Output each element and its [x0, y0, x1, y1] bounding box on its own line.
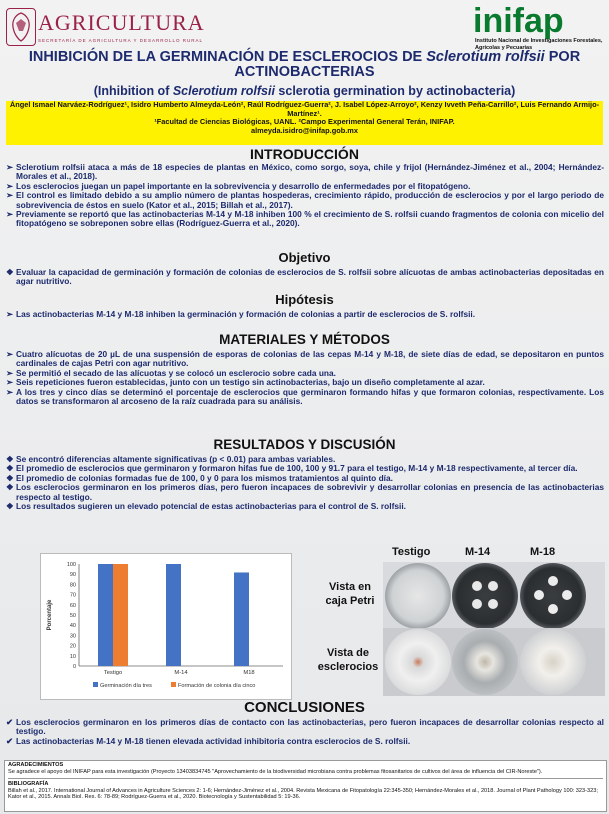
column-label-testigo: Testigo	[392, 546, 431, 558]
y-tick-label: 90	[69, 572, 76, 579]
title-part-c: POR ACTINOBACTERIAS	[234, 49, 581, 80]
legend-label: Germinación día tres	[100, 683, 152, 689]
row-label-sclerotia	[306, 646, 390, 674]
bullet-icon: ➢	[6, 180, 13, 191]
bullet-icon: ❖	[6, 501, 14, 512]
list-item-text: A los tres y cinco días se determinó el porcentaje de esclerocios que germinaron formando hifas y que formaron colonias, respectivamente. Los datos se transformaron al arcoseno de la raíz cuadrada para su análisis.	[16, 386, 604, 407]
legend-label: Formación de colonia día cinco	[178, 683, 256, 689]
petri-dish-m14	[452, 563, 518, 629]
bib-section	[8, 778, 603, 801]
y-tick-label: 80	[69, 582, 76, 589]
bullet-icon: ❖	[6, 472, 14, 483]
objetivo-heading: Objetivo	[278, 250, 331, 265]
ack-heading: AGRADECIMIENTOS	[8, 762, 64, 768]
ack-text: Se agradece el apoyo del INIFAP para esta investigación (Proyecto 13403834745 "Aprovechamiento de la biodiversidad microbiana contra problemas fitosanitarios de cultivos del área de influencia del CIR-Noreste").	[8, 768, 543, 775]
inifap-wordmark: inifap	[473, 2, 564, 40]
list-item-text: Previamente se reportó que las actinobacterias M-14 y M-18 inhiben 100 % el crecimiento de S. rolfsii cuando fragmentos de colonia con micelio del fitopatógeno se sobreponen sobre ellas (Rodríguez-Guerra et al., 2020).	[16, 209, 604, 229]
bullet-icon: ➢	[6, 349, 13, 359]
bullet-icon: ❖	[6, 267, 14, 277]
x-tick-label: M-14	[174, 670, 188, 676]
bullet-icon: ➢	[6, 309, 13, 319]
column-label-m18: M-18	[530, 546, 556, 558]
colony-spot-icon	[488, 581, 498, 591]
bar-testigo-series-0	[98, 564, 113, 666]
bullet-icon: ❖	[6, 482, 14, 493]
list-item-text: Los esclerocios germinaron en los primeros días, pero fueron incapaces de sobrevivir y desarrollar colonias en presencia de las actinobacterias respecto al testigo.	[16, 482, 604, 502]
x-tick-label: M18	[243, 670, 255, 676]
y-axis-label: Porcentaje	[47, 599, 53, 631]
x-tick-label: Testigo	[103, 670, 123, 676]
list-item	[6, 350, 604, 369]
y-tick-label: 100	[66, 562, 76, 568]
bar-m14-series-0	[166, 564, 181, 666]
y-tick-label: 0	[72, 664, 76, 670]
sclerotia-closeup-testigo	[385, 629, 451, 695]
row-label-petri-line1: Vista en	[329, 581, 371, 593]
bullet-icon: ✔	[6, 735, 13, 746]
row-label-petri	[310, 580, 390, 608]
bib-text: Billah et al., 2017. International Journal of Advances in Agriculture Sciences 2: 1-6; Hernández-Jiménez et al., 2004. Revista Mexicana de Fitopatología 22:345-350; Hernández-Morales et al., 2018. Journal of Plant Pathology 100: 323-323; Kator et al., 2015. Annals Biol. Res. 6: 78-89; Rodríguez-Guerra et al., 2020. Biotecnología y Sustentabilidad 5: 19-36.	[8, 787, 598, 800]
authors-box	[6, 101, 603, 145]
bar-testigo-series-1	[113, 564, 128, 666]
y-tick-label: 70	[69, 592, 76, 599]
list-item	[6, 191, 604, 210]
bib-heading: BIBLIOGRAFÍA	[8, 781, 49, 787]
acknowledgements-box	[4, 760, 607, 812]
affiliations: ¹Facultad de Ciencias Biológicas, UANL. ²Campo Experimental General Terán, INIFAP.	[154, 117, 455, 127]
colony-spot-icon	[472, 581, 482, 591]
list-item	[6, 483, 604, 502]
column-label-m14: M-14	[465, 546, 491, 558]
y-tick-label: 30	[69, 633, 76, 640]
row-label-sclerotia-line1: Vista de	[327, 647, 369, 659]
bar-chart-svg	[41, 554, 291, 699]
colony-spot-icon	[548, 604, 558, 614]
eagle-crest-icon	[6, 8, 36, 46]
inifap-subtitle: Instituto Nacional de Investigaciones Forestales, Agrícolas y Pecuarias	[475, 38, 603, 51]
list-item	[6, 718, 604, 737]
list-item-text: Los esclerocios juegan un papel importante en la sobrevivencia y desarrollo de enfermedades por el fitopatógeno.	[16, 180, 471, 191]
list-item	[6, 163, 604, 182]
y-tick-label: 20	[69, 643, 76, 650]
legend-swatch	[93, 682, 98, 687]
subtitle-species: Sclerotium rolfsii	[172, 84, 275, 98]
intro-list	[6, 163, 604, 229]
list-item-text: Las actinobacterias M-14 y M-18 tienen elevada actividad inhibitoria contra esclerocios de S. rolfsii.	[16, 735, 411, 746]
list-item-text: Se encontró diferencias altamente significativas (p < 0.01) para ambas variables.	[16, 454, 336, 464]
bullet-icon: ➢	[6, 190, 13, 201]
contact-email[interactable]: almeyda.isidro@inifap.gob.mx	[250, 125, 358, 135]
bullet-icon: ✔	[6, 717, 13, 727]
sclerotia-closeup-m14	[452, 629, 518, 695]
list-item-text: Sclerotium rolfsii ataca a más de 18 especies de plantas en México, como sorgo, soya, chile y frijol (Hernández-Jiménez et al., 2004; Hernández-Morales et al., 2018).	[16, 162, 604, 182]
row-label-petri-line2: caja Petri	[325, 595, 375, 607]
sclerotia-closeup-m18	[520, 629, 586, 695]
list-item	[6, 388, 604, 407]
y-tick-label: 60	[69, 602, 76, 609]
bullet-icon: ➢	[6, 377, 13, 388]
list-item-text: Cuatro alícuotas de 20 µL de una suspensión de esporas de colonias de las cepas M-14 y M-18, de siete días de edad, se depositaron en puntos cardinales de cajas Petri con agar nutritivo.	[16, 349, 604, 369]
title-part-a: INHIBICIÓN DE LA GERMINACIÓN DE ESCLEROCIOS DE	[28, 49, 427, 65]
y-tick-label: 50	[69, 613, 76, 619]
conclusiones-list	[6, 718, 604, 746]
intro-heading: INTRODUCCIÓN	[250, 146, 359, 162]
list-item-text: Los esclerocios germinaron en los primeros días de contacto con las actinobacterias, pero fueron incapaces de desarrollar colonias respecto al testigo.	[16, 717, 604, 737]
colony-spot-icon	[472, 599, 482, 609]
bullet-icon: ➢	[6, 162, 13, 172]
subtitle-part-c: sclerotia germination by actinobacteria)	[274, 84, 516, 98]
list-item	[6, 268, 604, 287]
results-chart	[40, 553, 292, 700]
bullet-icon: ➢	[6, 367, 13, 378]
list-item-text: El control es limitado debido a su amplio número de plantas hospederas, crecimiento rápido, producción de esclerocios y por el largo periodo de sobrevivencia de éstos en suelo (Kator et al., 2015; Billah et al., 2017).	[16, 190, 604, 210]
bar-m18-series-0	[234, 572, 249, 666]
list-item-text: Seis repeticiones fueron establecidas, junto con un testigo sin actinobacterias, bajo un diseño completamente al azar.	[16, 377, 485, 388]
agricultura-wordmark: AGRICULTURA	[38, 10, 205, 35]
resultados-list	[6, 455, 604, 511]
list-item-text: El promedio de colonias formadas fue de 100, 0 y 0 para los mismos tratamientos al quinto día.	[16, 472, 393, 483]
petri-dish-m18	[520, 563, 586, 629]
title-species: Sclerotium rolfsii	[426, 49, 545, 65]
petri-dish-testigo	[385, 563, 451, 629]
list-item-text: Evaluar la capacidad de germinación y formación de colonias de esclerocios de S. rolfsii sobre alícuotas de ambas actinobacterias depositadas en agar nutritivo.	[16, 267, 604, 287]
row-label-sclerotia-line2: esclerocios	[317, 661, 379, 673]
poster-title	[0, 50, 609, 80]
bullet-icon: ❖	[6, 454, 14, 464]
poster-subtitle	[0, 84, 609, 98]
list-item	[6, 502, 604, 511]
list-item	[6, 310, 604, 319]
y-tick-label: 10	[69, 653, 76, 660]
authors-list: Ángel Ismael Narváez-Rodríguez¹, Isidro Humberto Almeyda-León², Raúl Rodríguez-Guerra², J. Isabel López-Arroyo², Kenzy Ivveth Peña-Carrillo², Luis Fernando Armijo-Martínez¹.	[9, 100, 600, 118]
inifap-logo	[473, 4, 603, 54]
subtitle-part-a: (Inhibition of	[93, 84, 173, 98]
colony-spot-icon	[534, 590, 544, 600]
colony-spot-icon	[548, 576, 558, 586]
hipotesis-list	[6, 310, 604, 319]
bullet-icon: ➢	[6, 209, 13, 220]
list-item-text: El promedio de esclerocios que germinaron y formaron hifas fue de 100, 100 y 91.7 para el testigo, M-14 y M-18 respectivamente, al tercer día.	[16, 463, 578, 474]
list-item-text: Se permitió el secado de las alícuotas y se colocó un esclerocio sobre cada una.	[16, 367, 336, 378]
list-item	[6, 210, 604, 229]
metodos-heading: MATERIALES Y MÉTODOS	[219, 332, 390, 347]
agricultura-logo	[6, 6, 206, 52]
colony-spot-icon	[562, 590, 572, 600]
bullet-icon: ➢	[6, 386, 13, 397]
conclusiones-heading: CONCLUSIONES	[244, 699, 365, 716]
resultados-heading: RESULTADOS Y DISCUSIÓN	[213, 437, 396, 452]
agricultura-subtitle: SECRETARÍA DE AGRICULTURA Y DESARROLLO RURAL	[38, 38, 203, 43]
legend-swatch	[171, 682, 176, 687]
bullet-icon: ❖	[6, 463, 14, 474]
list-item-text: Los resultados sugieren un elevado potencial de estas actinobacterias para el control de S. rolfsii.	[16, 501, 406, 512]
objetivo-list	[6, 268, 604, 287]
list-item-text: Las actinobacterias M-14 y M-18 inhiben la germinación y formación de colonias a partir de esclerocios de S. rolfsii.	[16, 309, 476, 319]
list-item	[6, 737, 604, 746]
colony-spot-icon	[488, 599, 498, 609]
hipotesis-heading: Hipótesis	[275, 292, 334, 307]
y-tick-label: 40	[69, 623, 76, 630]
metodos-list	[6, 350, 604, 406]
